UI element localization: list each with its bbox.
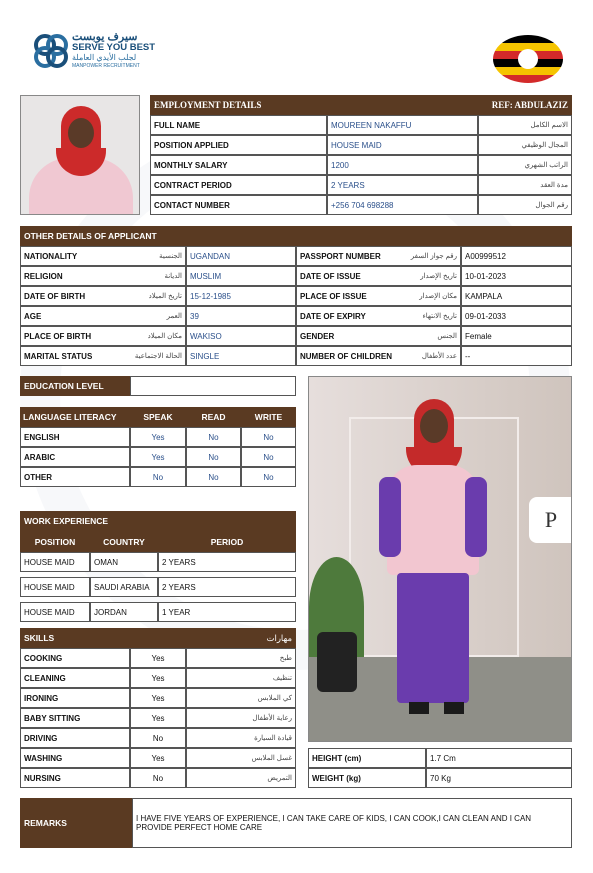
skills-header bbox=[20, 628, 296, 648]
skill-label-ar bbox=[186, 688, 296, 708]
work-period: 2 YEARS bbox=[158, 552, 296, 572]
employment-label-ar bbox=[478, 155, 572, 175]
other-left-label-en: NATIONALITY bbox=[24, 251, 78, 261]
other-right-label-en: NUMBER OF CHILDREN bbox=[300, 351, 392, 361]
education-value bbox=[130, 376, 296, 396]
other-right-label bbox=[296, 286, 461, 306]
skill-label: NURSING bbox=[20, 768, 130, 788]
skill-value: No bbox=[130, 728, 186, 748]
uganda-flag-icon bbox=[493, 35, 563, 83]
skills-title: SKILLS bbox=[24, 633, 55, 643]
language-write: No bbox=[241, 447, 296, 467]
skill-value: Yes bbox=[130, 648, 186, 668]
employment-label-ar-text: رقم الجوال bbox=[535, 202, 568, 209]
other-left-value: MUSLIM bbox=[186, 266, 296, 286]
employment-value: 2 YEARS bbox=[327, 175, 478, 195]
other-right-value: Female bbox=[461, 326, 572, 346]
remarks-text-cell bbox=[132, 798, 572, 848]
other-right-label-ar: رقم جواز السفر bbox=[410, 253, 457, 260]
employment-label-ar-text: الراتب الشهري bbox=[524, 162, 568, 169]
work-header bbox=[20, 511, 296, 531]
language-col-header: LANGUAGE LITERACY bbox=[23, 412, 117, 422]
language-col-header: WRITE bbox=[254, 412, 283, 422]
other-left-label bbox=[20, 286, 186, 306]
education-title: EDUCATION LEVEL bbox=[24, 381, 104, 391]
work-col-header: POSITION bbox=[20, 531, 90, 552]
skill-label-ar-text: طبخ bbox=[279, 655, 292, 662]
work-title: WORK EXPERIENCE bbox=[24, 516, 109, 526]
employment-label: CONTACT NUMBER bbox=[150, 195, 327, 215]
language-write: No bbox=[241, 467, 296, 487]
language-name: OTHER bbox=[20, 467, 130, 487]
other-right-label-ar: الجنس bbox=[437, 333, 457, 340]
other-right-label-ar: مكان الإصدار bbox=[419, 293, 457, 300]
skill-label-ar-text: كي الملابس bbox=[257, 695, 292, 702]
other-left-label-en: AGE bbox=[24, 311, 42, 321]
employment-label-ar-text: المجال الوظيفي bbox=[521, 142, 568, 149]
skill-value: Yes bbox=[130, 708, 186, 728]
skills-title-ar: مهارات bbox=[266, 632, 292, 643]
skill-label: BABY SITTING bbox=[20, 708, 130, 728]
other-right-label-ar: تاريخ الإصدار bbox=[420, 273, 457, 280]
other-right-label-en: PASSPORT NUMBER bbox=[300, 251, 381, 261]
skill-label: IRONING bbox=[20, 688, 130, 708]
work-period: 1 YEAR bbox=[158, 602, 296, 622]
language-speak: Yes bbox=[130, 427, 186, 447]
other-right-value: -- bbox=[461, 346, 572, 366]
work-position: HOUSE MAID bbox=[20, 577, 90, 597]
skill-label-ar bbox=[186, 748, 296, 768]
skill-label: WASHING bbox=[20, 748, 130, 768]
other-right-label-en: DATE OF EXPIRY bbox=[300, 311, 366, 321]
skill-label-ar-text: قيادة السيارة bbox=[254, 735, 292, 742]
employment-header bbox=[150, 95, 572, 115]
other-right-label-en: DATE OF ISSUE bbox=[300, 271, 361, 281]
weight-label: WEIGHT (kg) bbox=[308, 768, 426, 788]
photo-sign-text: P bbox=[544, 507, 558, 532]
remarks-label-cell bbox=[20, 798, 132, 848]
other-details-title: OTHER DETAILS OF APPLICANT bbox=[24, 231, 157, 241]
other-right-label-ar: عدد الأطفال bbox=[421, 353, 457, 360]
other-right-label-en: PLACE OF ISSUE bbox=[300, 291, 367, 301]
applicant-portrait bbox=[20, 95, 140, 215]
employment-label: POSITION APPLIED bbox=[150, 135, 327, 155]
height-label: HEIGHT (cm) bbox=[308, 748, 426, 768]
language-col-header: SPEAK bbox=[143, 412, 173, 422]
language-read: No bbox=[186, 427, 241, 447]
employment-label-ar bbox=[478, 175, 572, 195]
employment-title: EMPLOYMENT DETAILS bbox=[154, 100, 262, 110]
company-logo bbox=[32, 30, 162, 74]
language-header-row bbox=[20, 407, 296, 427]
logo-arabic: سيرف يوبست bbox=[72, 31, 138, 43]
work-period: 2 YEARS bbox=[158, 577, 296, 597]
other-left-value: UGANDAN bbox=[186, 246, 296, 266]
logo-name: SERVE YOU BEST bbox=[72, 42, 156, 53]
remarks-label: REMARKS bbox=[24, 818, 67, 828]
skill-label-ar-text: رعاية الأطفال bbox=[252, 715, 292, 722]
logo-emblem-icon bbox=[32, 32, 70, 70]
other-left-label-en: RELIGION bbox=[24, 271, 63, 281]
employment-ref: REF: ABDULAZIZ bbox=[491, 100, 568, 110]
other-right-label bbox=[296, 246, 461, 266]
skill-label: DRIVING bbox=[20, 728, 130, 748]
other-right-value: 09-01-2033 bbox=[461, 306, 572, 326]
weight-value: 70 Kg bbox=[426, 768, 572, 788]
height-value: 1.7 Cm bbox=[426, 748, 572, 768]
skill-label-ar bbox=[186, 648, 296, 668]
other-left-label bbox=[20, 246, 186, 266]
other-left-label bbox=[20, 346, 186, 366]
employment-value: 1200 bbox=[327, 155, 478, 175]
work-country: JORDAN bbox=[90, 602, 158, 622]
other-left-label-ar: الديانة bbox=[164, 273, 182, 280]
language-name: ENGLISH bbox=[20, 427, 130, 447]
skill-label-ar bbox=[186, 668, 296, 688]
other-right-value: A00999512 bbox=[461, 246, 572, 266]
other-left-label-ar: الجنسية bbox=[159, 253, 182, 260]
other-left-label bbox=[20, 326, 186, 346]
other-left-value: WAKISO bbox=[186, 326, 296, 346]
skill-value: Yes bbox=[130, 688, 186, 708]
employment-value: MOUREEN NAKAFFU bbox=[327, 115, 478, 135]
work-position: HOUSE MAID bbox=[20, 552, 90, 572]
employment-value: +256 704 698288 bbox=[327, 195, 478, 215]
employment-label: CONTRACT PERIOD bbox=[150, 175, 327, 195]
employment-value: HOUSE MAID bbox=[327, 135, 478, 155]
logo-arabic-sub: لجلب الأيدي العاملة bbox=[72, 53, 137, 62]
other-left-label-ar: الحالة الاجتماعية bbox=[134, 353, 182, 360]
skill-label-ar bbox=[186, 768, 296, 788]
remarks-text: I HAVE FIVE YEARS OF EXPERIENCE, I CAN TAKE CARE OF KIDS, I CAN COOK,I CAN CLEAN AND I CAN PROVIDE PERFECT HOME CARE bbox=[136, 813, 532, 832]
other-left-label-en: DATE OF BIRTH bbox=[24, 291, 86, 301]
other-right-label bbox=[296, 306, 461, 326]
employment-label-ar-text: مدة العقد bbox=[540, 182, 568, 189]
other-left-value: 39 bbox=[186, 306, 296, 326]
other-details-header bbox=[20, 226, 572, 246]
other-left-label bbox=[20, 266, 186, 286]
language-read: No bbox=[186, 467, 241, 487]
employment-label-ar bbox=[478, 195, 572, 215]
skill-label-ar-text: غسل الملابس bbox=[251, 755, 292, 762]
skill-value: No bbox=[130, 768, 186, 788]
other-left-label-en: MARITAL STATUS bbox=[24, 351, 93, 361]
other-right-label-en: GENDER bbox=[300, 331, 335, 341]
language-speak: No bbox=[130, 467, 186, 487]
language-speak: Yes bbox=[130, 447, 186, 467]
other-right-label bbox=[296, 266, 461, 286]
language-col-header: READ bbox=[201, 412, 226, 422]
other-left-label-ar: العمر bbox=[166, 313, 182, 320]
skill-value: Yes bbox=[130, 668, 186, 688]
skill-label-ar-text: التمريض bbox=[267, 775, 292, 782]
photo-sign bbox=[529, 497, 572, 543]
other-right-label-ar: تاريخ الانتهاء bbox=[422, 313, 457, 320]
employment-label: FULL NAME bbox=[150, 115, 327, 135]
other-left-value: 15-12-1985 bbox=[186, 286, 296, 306]
work-col-header: PERIOD bbox=[158, 531, 296, 552]
employment-label-ar-text: الاسم الكامل bbox=[530, 122, 568, 129]
language-read: No bbox=[186, 447, 241, 467]
logo-sub: MANPOWER RECRUITMENT bbox=[72, 63, 140, 69]
other-right-label bbox=[296, 326, 461, 346]
language-write: No bbox=[241, 427, 296, 447]
skill-value: Yes bbox=[130, 748, 186, 768]
other-left-label-en: PLACE OF BIRTH bbox=[24, 331, 92, 341]
language-name: ARABIC bbox=[20, 447, 130, 467]
work-position: HOUSE MAID bbox=[20, 602, 90, 622]
employment-label-ar bbox=[478, 135, 572, 155]
employment-label-ar bbox=[478, 115, 572, 135]
other-right-value: KAMPALA bbox=[461, 286, 572, 306]
skill-label-ar-text: تنظيف bbox=[272, 675, 292, 682]
employment-label: MONTHLY SALARY bbox=[150, 155, 327, 175]
work-country: SAUDI ARABIA bbox=[90, 577, 158, 597]
other-left-value: SINGLE bbox=[186, 346, 296, 366]
skill-label: CLEANING bbox=[20, 668, 130, 688]
work-country: OMAN bbox=[90, 552, 158, 572]
skill-label-ar bbox=[186, 708, 296, 728]
work-col-header: COUNTRY bbox=[90, 531, 158, 552]
skill-label: COOKING bbox=[20, 648, 130, 668]
other-right-value: 10-01-2023 bbox=[461, 266, 572, 286]
other-right-label bbox=[296, 346, 461, 366]
other-left-label-ar: مكان الميلاد bbox=[147, 333, 182, 340]
other-left-label-ar: تاريخ الميلاد bbox=[148, 293, 182, 300]
applicant-full-photo bbox=[308, 376, 572, 742]
other-left-label bbox=[20, 306, 186, 326]
education-header bbox=[20, 376, 130, 396]
skill-label-ar bbox=[186, 728, 296, 748]
